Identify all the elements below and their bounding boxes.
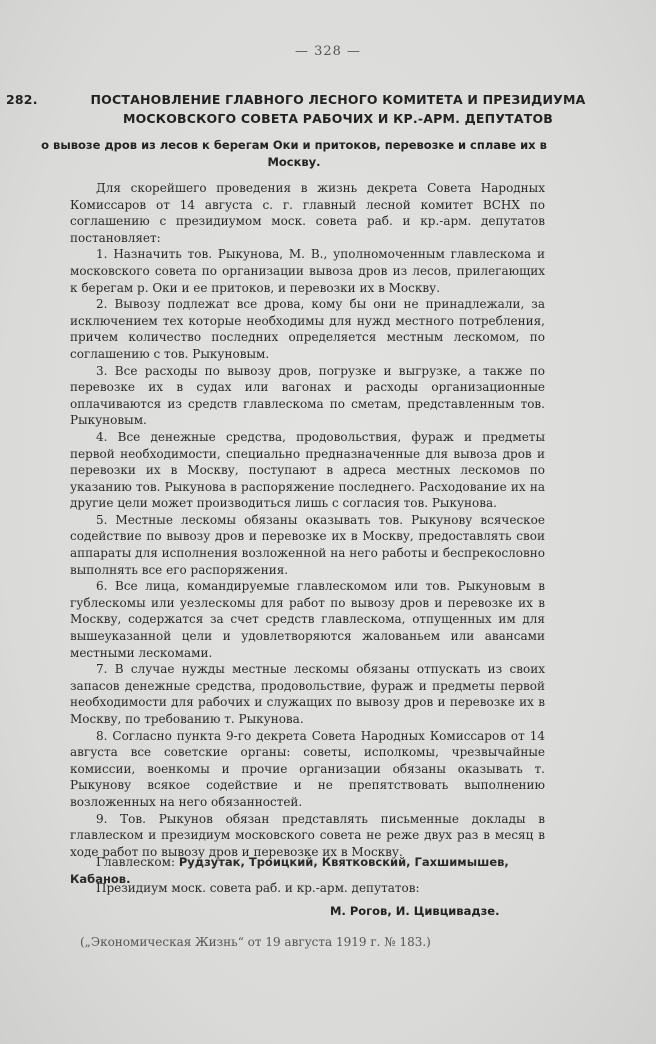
clause-1: 1. Назначить тов. Рыкунова, М. В., уполномоченным главлескома и московского совета по организации вывоза дров из лесов, прилегающих к берегам р. Оки и ее притоков, и перевозки их в Москву. <box>70 247 545 295</box>
preamble-paragraph: Для скорейшего проведения в жизнь декрета Совета Народных Комиссаров от 14 августа с. г. главный лесной комитет ВСНХ по соглашению с президиумом моск. совета раб. и кр.-арм. депутатов постановляет: <box>70 181 545 245</box>
document-number: 282. <box>6 92 38 107</box>
source-citation: („Экономическая Жизнь“ от 19 августа 1919 г. № 183.) <box>80 935 431 949</box>
document-subtitle: о вывозе дров из лесов к берегам Оки и притоков, перевозке и сплаве их в Москву. <box>41 138 547 169</box>
clause-6: 6. Все лица, командируемые главлескомом или тов. Рыкуновым в гублескомы или уезлескомы для работ по вывозу дров и перевозке их в Москву, содержатся за счет средств главлескома, отпущенных им для вышеуказанной цели и удовлетворяются жалованьем или авансами местными лескомами. <box>70 579 545 660</box>
clause-8: 8. Согласно пункта 9-го декрета Совета Народных Комиссаров от 14 августа все советские органы: советы, исполкомы, чрезвычайные комиссии, военкомы и прочие организации обязаны оказывать т. Рыкунову всякое содействие и не препятствовать выполнению возложенных на него обязанностей. <box>70 728 545 809</box>
clause-2: 2. Вывозу подлежат все дрова, кому бы они не принадлежали, за исключением тех которые необходимы для нужд местного потребления, причем количество последних определяется местным лескомом, по соглашению с тов. Рыкуновым. <box>70 297 545 361</box>
glavleskom-label: Главлеском: <box>96 855 176 869</box>
page-number: — 328 — <box>294 44 362 59</box>
glavleskom-names: Рудзутак, Троицкий, Квятковский, Гахшимышев, Кабанов. <box>70 855 509 886</box>
presidium-label: Президиум моск. совета раб. и кр.-арм. депутатов: <box>96 881 420 895</box>
document-heading <box>6 90 646 128</box>
clause-9: 9. Тов. Рыкунов обязан представлять письменные доклады в главлеском и президиум московского совета не реже двух раз в месяц в ходе работ по вывозу дров и перевозке их в Москву. <box>70 811 545 859</box>
presidium-names: М. Рогов, И. Цивцивадзе. <box>330 904 500 918</box>
clause-4: 4. Все денежные средства, продовольствия, фураж и предметы первой необходимости, специально предназначенные для вывоза дров и перевозки их в Москву, поступают в адреса местных лескомов по указанию тов. Рыкунова в распоряжение последнего. Расходование их на другие цели может производиться лишь с согласия тов. Рыкунова. <box>70 429 545 511</box>
clause-5: 5. Местные лескомы обязаны оказывать тов. Рыкунову всяческое содействие по вывозу дров и перевозке их в Москву, предоставлять свои аппараты для исполнения возложенной на него работы и беспрекословно выполнять все его распоряжения. <box>70 512 545 577</box>
document-title: ПОСТАНОВЛЕНИЕ ГЛАВНОГО ЛЕСНОГО КОМИТЕТА И ПРЕЗИДИУМА МОСКОВСКОГО СОВЕТА РАБОЧИХ И КР.-АРМ. ДЕПУТАТОВ <box>90 92 586 126</box>
document-body <box>70 180 545 860</box>
clause-7: 7. В случае нужды местные лескомы обязаны отпускать из своих запасов денежные средства, продовольствие, фураж и предметы первой необходимости для рабочих и служащих по вывозу дров и перевозке их в Москву, по требованию т. Рыкунова. <box>70 662 545 726</box>
clause-3: 3. Все расходы по вывозу дров, погрузке и выгрузке, а также по перевозке их в судах или вагонах и расходы организационные оплачиваются из средств главлескома по сметам, представленным тов. Рыкуновым. <box>70 363 545 428</box>
